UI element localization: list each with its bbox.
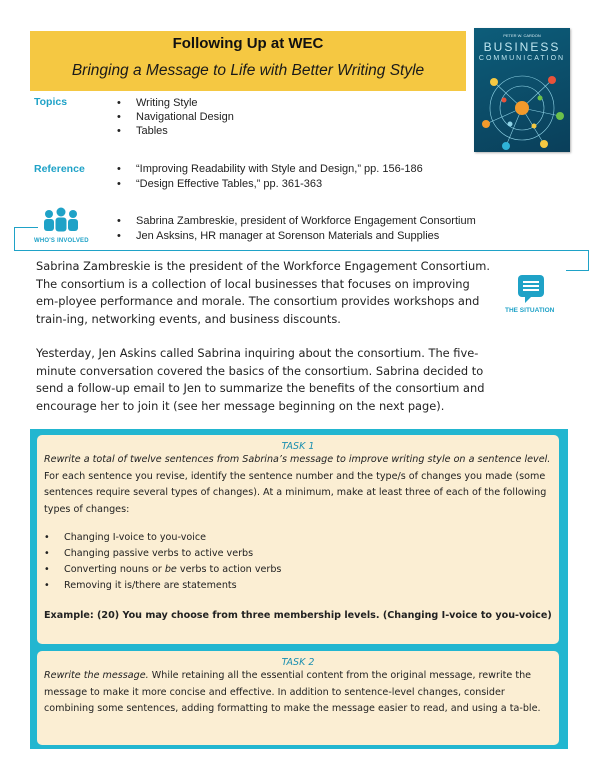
divider [14,227,15,250]
page-title: Following Up at WEC [172,35,324,52]
task1-box: TASK 1 Rewrite a total of twelve sentences from Sabrina’s message to improve writing style on a sentence level. For each sentence you revise, identify the sentence number and the type/s of changes you made (some sentences require several types of changes). At a minimum, make at least three of each of the following types of changes: • Changing I-voice to you-voice • Changing passive verbs to active verbs • Converting nouns or be verbs to action verbs • Removing it is/there are statements Example: (20) You may choose from three membership levels. (Changing I-voice to you-voice) [37,435,559,644]
divider [566,270,589,271]
situation-paragraph-2: Yesterday, Jen Askins called Sabrina inquiring about the consortium. The five-minute conversation covered the basics of the consortium. Sabrina decided to send a follow-up email to Jen to summarize the benefits of the consortium and encourage her to join it (see her message beginning on the next page). [36,346,485,413]
task1-intro: Rewrite a total of twelve sentences from Sabrina’s message to improve writing style on a sentence level. For each sentence you revise, identify the sentence number and the type/s of changes you made (some sentences require several types of changes). At a minimum, make at least three of each of the following types of changes: [44,454,551,515]
header-banner [30,31,466,91]
reference-label: Reference [34,163,85,175]
task1-heading: TASK 1 [281,441,315,452]
task2-heading: TASK 2 [281,657,315,668]
divider [14,227,38,228]
tasks-panel [30,429,568,749]
book-title-line1: BUSINESS [483,40,561,54]
topics-label: Topics [34,96,68,108]
task2-box [37,651,559,745]
whos-involved-caption: WHO'S INVOLVED [34,238,89,244]
divider [14,250,588,251]
chat-icon [517,274,545,308]
book-art [474,66,570,152]
situation-paragraph-1: Sabrina Zambreskie is the president of the Workforce Engagement Consortium. The consortium is a collection of local businesses that focuses on improving em-ployee performance and morale. The consortium provides workshops and train-ing, networking events, and business discounts. [36,259,490,326]
book-title-line2: COMMUNICATION [478,55,566,62]
divider [588,250,589,270]
task1-example: Example: (20) You may choose from three membership levels. (Changing I-voice to you-voice) [44,610,552,621]
book-author: PETER W. CARDON [503,33,541,38]
page-subtitle: Bringing a Message to Life with Better Writing Style [71,62,425,79]
book-cover-image [474,28,570,152]
people-icon [36,207,86,239]
situation-caption: THE SITUATION [505,307,555,314]
task2-intro: Rewrite the message. While retaining all the essential content from the original message, rewrite the message to make it more concise and effective. In addition to sentence-level changes, consider combining some sentences, adding formatting to make the message easier to read, and using a ta-ble. [44,670,541,714]
